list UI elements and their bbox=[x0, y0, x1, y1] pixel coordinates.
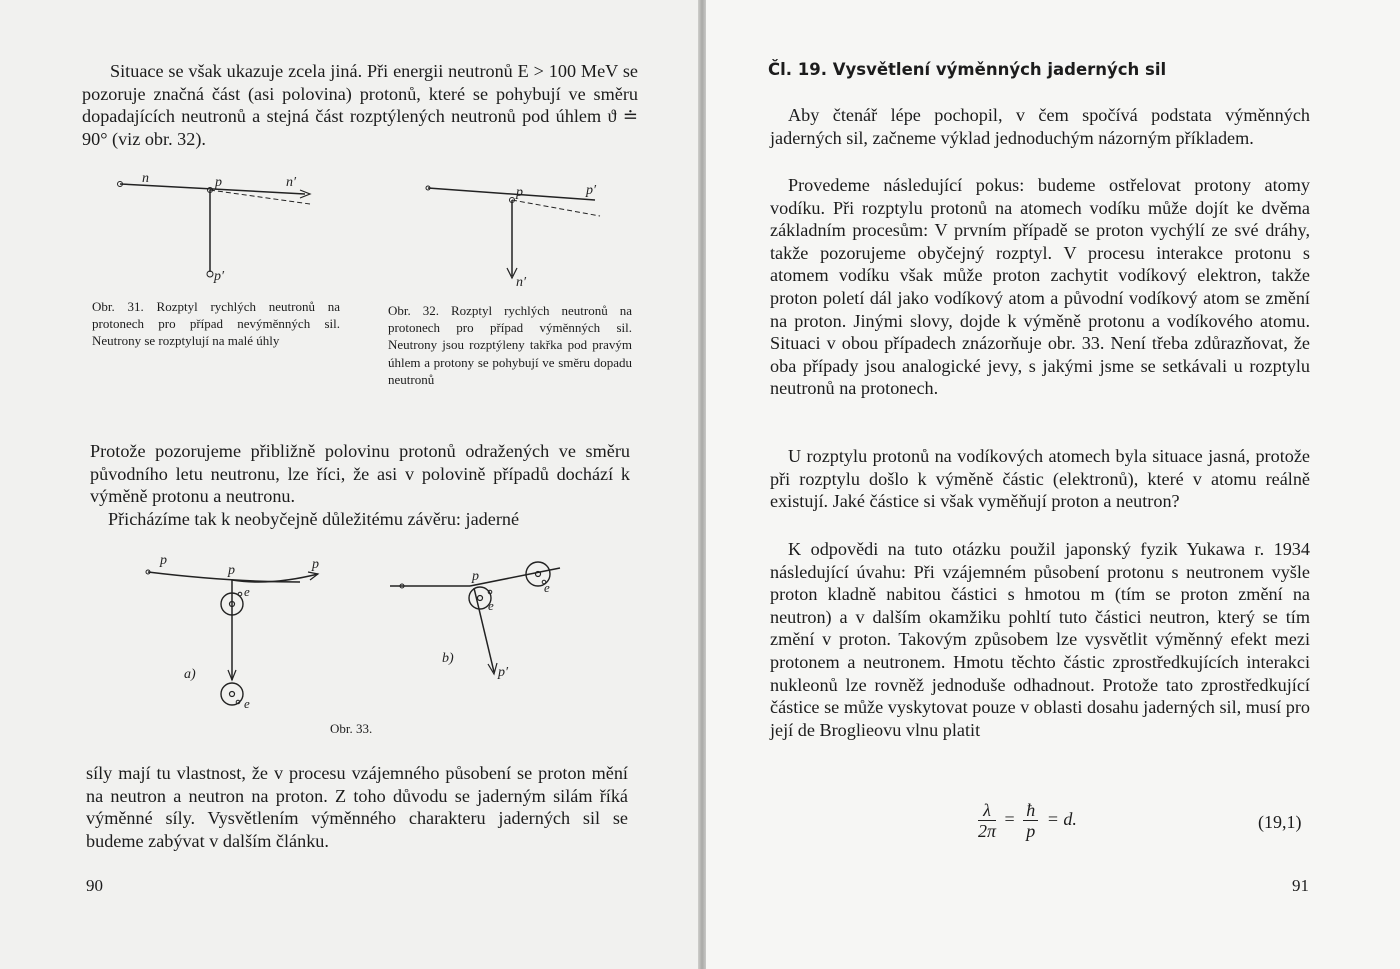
right-paragraph-2: Provedeme následující pokus: budeme ostřelovat protony atomy vodíku. Při rozptylu protonů na atomech vodíku může dojít ke dvěma základním procesům: V prvním případě se proton vychýlí ze své dráhy, takže pozorujeme obyčejný rozptyl. V procesu interakce protonu s atomem vodíku však může proton zachytit vodíkový elektron, takže proton poletí dál jako vodíkový atom a původní vodíkový atom se změní na proton. Jinými slovy, dojde k výměně protonu a vodíkového atomu. Situaci v obou případech znázorňuje obr. 33. Není třeba zdůrazňovat, že oba případy jsou analogické jevy, s jakými jsme se setkávali u rozptylu neutronů na protonech. bbox=[770, 175, 1310, 399]
fig33a-label-e-top: e bbox=[244, 584, 250, 599]
equation-fraction-1 bbox=[978, 800, 996, 841]
left-paragraph-2: Protože pozorujeme přibližně polovinu protonů odražených ve směru původního letu neutronu, lze říci, že asi v polovině případů dochází k výměně protonu a neutronu. bbox=[90, 441, 630, 507]
fig33b-label-p: p bbox=[472, 569, 479, 584]
fig33a-label-e-bottom: e bbox=[244, 696, 250, 711]
eq-den-1: 2π bbox=[978, 821, 997, 841]
left-paragraph-4: síly mají tu vlastnost, že v procesu vzájemného působení se proton mění na neutron a neutron na proton. Z toho důvodu se jaderným silám říká výměnné síly. Vysvětlením výměnného charakteru jaderných sil se budeme zabývat v dalším článku. bbox=[86, 763, 628, 851]
figure-32-diagram bbox=[420, 178, 610, 298]
fig33a-label-p-in: p bbox=[160, 553, 167, 568]
fig31-label-p: p bbox=[215, 175, 222, 190]
right-paragraph-4: K odpovědi na tuto otázku použil japonský fyzik Yukawa r. 1934 následující úvahu: Při vzájemném působení protonu s neutronem vyšle proton kladně nabitou částici s hmotou m (tím se proton změní na neutron) a v dalším okamžiku pohltí tuto částici neutron, který se tím změní v proton. Takovým způsobem lze vysvětlit výměnný efekt mezi protonem a neutronem. Hmotu těchto částic zprostředkujících interakci nukleonů lze rovněž jednoduše odhadnout. Protože tato zprostředkující částice se může vyskytovat pouze v oblasti dosahu jaderných sil, musí pro její de Broglieovu vlnu platit bbox=[770, 539, 1310, 740]
fig33b-label-e-mid: e bbox=[488, 598, 494, 613]
fig32-label-n-prime: n′ bbox=[516, 275, 527, 290]
fig32-label-p-prime: p′ bbox=[586, 183, 597, 198]
figure-33-caption: Obr. 33. bbox=[330, 721, 373, 736]
fig33-label-b: b) bbox=[442, 651, 454, 666]
right-page bbox=[706, 0, 1400, 969]
fig33b-label-e-right: e bbox=[544, 580, 550, 595]
eq-num-2: ħ bbox=[1023, 800, 1038, 821]
figure-31-caption: Obr. 31. Rozptyl rychlých neutronů na protonech pro případ nevýměnných sil. Neutrony se rozptylují na malé úhly bbox=[92, 299, 340, 349]
fig31-label-p-prime: p′ bbox=[214, 269, 225, 284]
fig31-label-n-prime: n′ bbox=[286, 175, 297, 190]
right-paragraph-1: Aby čtenář lépe pochopil, v čem spočívá podstata výměnných jaderných sil, začneme výklad jednoduchým názorným příkladem. bbox=[770, 105, 1310, 148]
left-paragraph-3: Přicházíme tak k neobyčejně důležitému závěru: jaderné bbox=[108, 509, 520, 529]
equation-fraction-2 bbox=[1023, 800, 1038, 841]
fig31-label-n: n bbox=[142, 171, 149, 186]
section-heading: Čl. 19. Vysvětlení výměnných jaderných sil bbox=[768, 60, 1167, 79]
right-page-number: 91 bbox=[1292, 876, 1309, 895]
fig33-label-a: a) bbox=[184, 667, 196, 682]
figure-33-diagram bbox=[140, 552, 580, 717]
eq-num-1: λ bbox=[978, 800, 996, 821]
fig33a-label-p: p bbox=[228, 563, 235, 578]
eq-den-2: p bbox=[1026, 821, 1036, 841]
eq-sign-1: = bbox=[1004, 808, 1015, 829]
figure-32-caption: Obr. 32. Rozptyl rychlých neutronů na protonech pro případ výměnných sil. Neutrony jsou rozptýleny takřka pod pravým úhlem a protony se pohybují ve směru dopadu neutronů bbox=[388, 303, 632, 387]
fig32-label-p: p bbox=[516, 185, 523, 200]
fig33a-label-p-out: p bbox=[312, 557, 319, 572]
equation-19-1 bbox=[978, 800, 1077, 841]
left-page-number: 90 bbox=[86, 876, 103, 895]
right-paragraph-3: U rozptylu protonů na vodíkových atomech byla situace jasná, protože při rozptylu došlo k výměně částic (elektronů), které v atomu reálně existují. Jaké částice si však vyměňují proton a neutron? bbox=[770, 446, 1310, 512]
left-paragraph-1: Situace se však ukazuje zcela jiná. Při energii neutronů E > 100 MeV se pozoruje značná část (asi polovina) protonů, které se pohybují ve směru dopadajících neutronů a stejná část rozptýlených neutronů pod úhlem ϑ ≐ 90° (viz obr. 32). bbox=[82, 61, 638, 149]
fig33b-label-p-prime: p′ bbox=[498, 665, 509, 680]
eq-sign-2: = d. bbox=[1046, 808, 1077, 829]
figure-31-diagram bbox=[110, 168, 330, 288]
equation-number: (19,1) bbox=[1258, 812, 1302, 832]
